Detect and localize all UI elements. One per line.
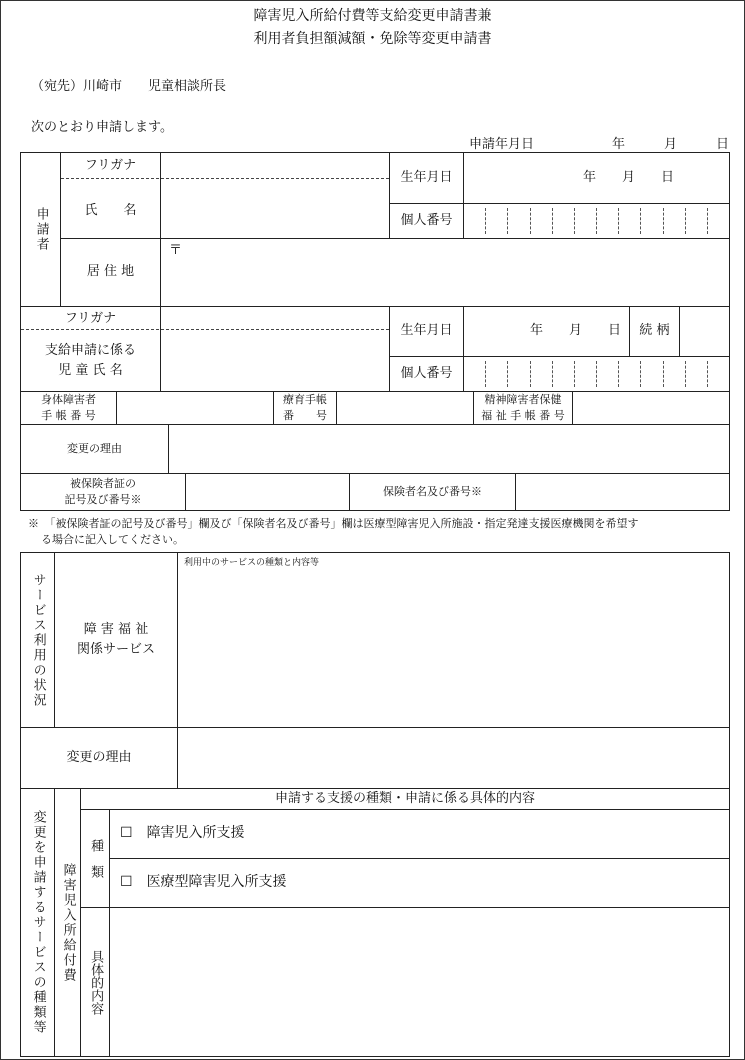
note-line1: ※ 「被保険者証の記号及び番号」欄及び「保険者名及び番号」欄は医療型障害児入所施設・指定発達支援医療機関を希望す bbox=[28, 517, 639, 530]
label-line: 手 帳 番 号 bbox=[41, 409, 96, 422]
label-line: 被保険者証の bbox=[70, 477, 136, 491]
note-line2: る場合に記入してください。 bbox=[41, 533, 184, 546]
digit-separator bbox=[707, 208, 708, 234]
ryoiku-handbook-label bbox=[273, 391, 337, 425]
welfare-service-label bbox=[54, 552, 178, 728]
mental-handbook-input[interactable] bbox=[572, 391, 730, 425]
physical-handbook-label bbox=[20, 391, 117, 425]
label-line: 関係サービス bbox=[76, 642, 155, 657]
digit-separator bbox=[707, 361, 708, 387]
insurance-card-input[interactable] bbox=[185, 473, 350, 511]
address-label: 居 住 地 bbox=[60, 238, 161, 307]
digit-separator bbox=[685, 361, 686, 387]
digit-separator bbox=[618, 361, 619, 387]
insurer-label: 保険者名及び番号※ bbox=[349, 473, 516, 511]
insurance-card-label bbox=[20, 473, 186, 511]
option-medical-residential-support[interactable] bbox=[109, 858, 730, 908]
digit-separator bbox=[640, 208, 641, 234]
label-line: 番 号 bbox=[283, 409, 327, 422]
birthdate-input[interactable]: 年 月 日 bbox=[463, 152, 730, 204]
digit-separator bbox=[530, 208, 531, 234]
digit-separator bbox=[596, 208, 597, 234]
label-line: 福 祉 手 帳 番 号 bbox=[481, 409, 565, 422]
child-name-input[interactable] bbox=[160, 306, 390, 392]
addressee: （宛先）川崎市 児童相談所長 bbox=[31, 79, 227, 94]
service-usage-section-label: サービス利用の状況 bbox=[20, 552, 55, 728]
current-services-input[interactable] bbox=[177, 552, 730, 728]
applicant-section-label: 申請者 bbox=[20, 152, 61, 307]
option-label: 障害児入所支援 bbox=[146, 825, 245, 842]
option-label: 医療型障害児入所支援 bbox=[146, 874, 287, 891]
digit-separator bbox=[507, 361, 508, 387]
change-reason-label: 変更の理由 bbox=[20, 424, 169, 474]
address-input[interactable] bbox=[160, 238, 730, 307]
current-services-hint: 利用中のサービスの種類と内容等 bbox=[184, 558, 320, 568]
relation-label: 続 柄 bbox=[629, 306, 680, 357]
title-line2: 利用者負担額減額・免除等変更申請書 bbox=[253, 31, 492, 47]
label-line: 精神障害者保健 bbox=[484, 393, 562, 407]
child-furigana-label: フリガナ bbox=[64, 311, 117, 326]
checkbox-icon[interactable]: ☐ bbox=[120, 825, 133, 842]
change-request-section-label: 変更を申請するサービスの種類等 bbox=[20, 788, 55, 1057]
child-name-label bbox=[20, 306, 161, 392]
digit-separator bbox=[663, 361, 664, 387]
ryoiku-handbook-input[interactable] bbox=[336, 391, 474, 425]
digit-separator bbox=[596, 361, 597, 387]
label-line: 障 害 福 祉 bbox=[83, 621, 149, 637]
label-line: 記号及び番号※ bbox=[64, 493, 142, 506]
name-label: 氏 名 bbox=[84, 203, 137, 218]
digit-separator bbox=[552, 208, 553, 234]
birthdate-label: 生年月日 bbox=[389, 152, 464, 204]
digit-separator bbox=[618, 208, 619, 234]
relation-input[interactable] bbox=[679, 306, 730, 357]
digit-separator bbox=[640, 361, 641, 387]
digit-separator bbox=[552, 361, 553, 387]
detail-label: 具体的内容 bbox=[80, 907, 110, 1057]
postal-mark: 〒 bbox=[169, 243, 183, 258]
digit-separator bbox=[507, 208, 508, 234]
digit-separator bbox=[485, 208, 486, 234]
digit-separator bbox=[485, 361, 486, 387]
checkbox-icon[interactable]: ☐ bbox=[120, 874, 133, 891]
application-date: 申請年月日 年 月 日 bbox=[469, 137, 730, 152]
physical-handbook-input[interactable] bbox=[116, 391, 274, 425]
label-line: 身体障害者 bbox=[41, 393, 96, 407]
digit-separator bbox=[530, 361, 531, 387]
applicant-name-input[interactable] bbox=[160, 152, 390, 239]
child-birthdate-label: 生年月日 bbox=[389, 306, 464, 357]
furigana-label: フリガナ bbox=[60, 152, 161, 239]
insurer-input[interactable] bbox=[515, 473, 730, 511]
title-line1: 障害児入所給付費等支給変更申請書兼 bbox=[253, 8, 492, 24]
change-reason-input[interactable] bbox=[168, 424, 730, 474]
service-change-reason-label: 変更の理由 bbox=[20, 727, 178, 789]
request-header: 申請する支援の種類・申請に係る具体的内容 bbox=[80, 788, 730, 810]
child-birthdate-input[interactable]: 年 月 日 bbox=[463, 306, 630, 357]
child-name-line1: 支給申請に係る bbox=[44, 343, 136, 359]
mental-handbook-label bbox=[473, 391, 573, 425]
child-my-number-label: 個人番号 bbox=[389, 356, 464, 392]
digit-separator bbox=[663, 208, 664, 234]
benefit-label: 障害児入所給付費 bbox=[54, 788, 81, 1057]
label-line: 療育手帳 bbox=[283, 393, 327, 407]
digit-separator bbox=[574, 361, 575, 387]
digit-separator bbox=[685, 208, 686, 234]
child-name-line2: 児 童 氏 名 bbox=[58, 363, 123, 379]
digit-separator bbox=[574, 208, 575, 234]
my-number-label: 個人番号 bbox=[389, 203, 464, 239]
detail-input[interactable] bbox=[109, 907, 730, 1057]
type-label: 種 類 bbox=[80, 809, 110, 908]
option-residential-support[interactable] bbox=[109, 809, 730, 859]
service-change-reason-input[interactable] bbox=[177, 727, 730, 789]
intro-text: 次のとおり申請します。 bbox=[31, 120, 173, 135]
